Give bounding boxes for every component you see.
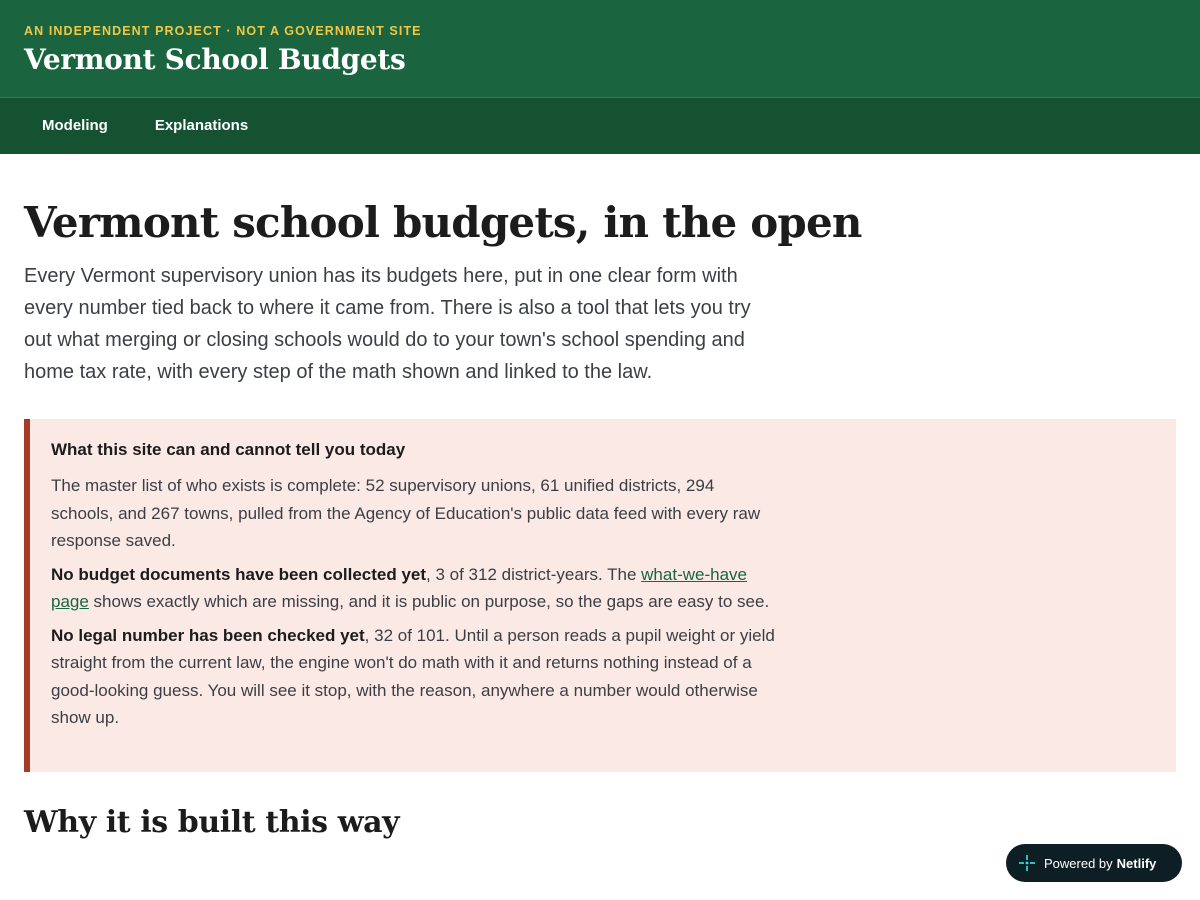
- status-notice: [24, 419, 1176, 772]
- notice-paragraph-master-list: The master list of who exists is complete: 52 supervisory unions, 61 unified districts, 294 schools, and 267 towns, pulled from the Agency of Education's public data feed with every raw response saved.: [51, 476, 761, 550]
- what-we-have-link[interactable]: what-we-have page: [51, 564, 747, 611]
- header-eyebrow: AN INDEPENDENT PROJECT · NOT A GOVERNMENT SITE: [24, 24, 422, 38]
- notice-budgets-text-end: shows exactly which are missing, and it is public on purpose, so the gaps are easy to see.: [88, 592, 770, 611]
- intro-paragraph: Every Vermont supervisory union has its budgets here, put in one clear form with every number tied back to where it came from. There is also a tool that lets you try out what merging or closing schools would do to your town's school spending and home tax rate, with every step of the math shown and linked to the law.: [24, 265, 751, 383]
- main-nav: [0, 98, 1200, 154]
- section-title-why: Why it is built this way: [24, 805, 400, 840]
- notice-heading: What this site can and cannot tell you today: [51, 440, 406, 459]
- badge-brand: Netlify: [1116, 855, 1157, 871]
- main-content: [0, 198, 1200, 843]
- notice-paragraph-legal: [51, 622, 776, 732]
- nav-item-modeling[interactable]: Modeling: [42, 117, 108, 134]
- page-title: Vermont school budgets, in the open: [24, 198, 862, 247]
- site-header: [0, 0, 1200, 98]
- notice-paragraph-budgets: [51, 561, 776, 616]
- notice-budgets-bold: No budget documents have been collected yet: [51, 564, 427, 584]
- notice-budgets-text: , 3 of 312 district-years. The: [426, 564, 642, 584]
- badge-prefix: Powered by: [1044, 855, 1113, 871]
- notice-legal-bold: No legal number has been checked yet: [51, 625, 365, 645]
- nav-item-explanations[interactable]: Explanations: [154, 117, 249, 134]
- site-title-link[interactable]: Vermont School Budgets: [24, 43, 406, 76]
- notice-legal-text: , 32 of 101. Until a person reads a pupil weight or yield straight from the current law, the engine won't do math with it and returns nothing instead of a good-looking guess. You will see it stop, with the reason, anywhere a number would otherwise show up.: [51, 625, 775, 727]
- netlify-icon: [1018, 854, 1036, 872]
- netlify-badge[interactable]: [1006, 844, 1182, 882]
